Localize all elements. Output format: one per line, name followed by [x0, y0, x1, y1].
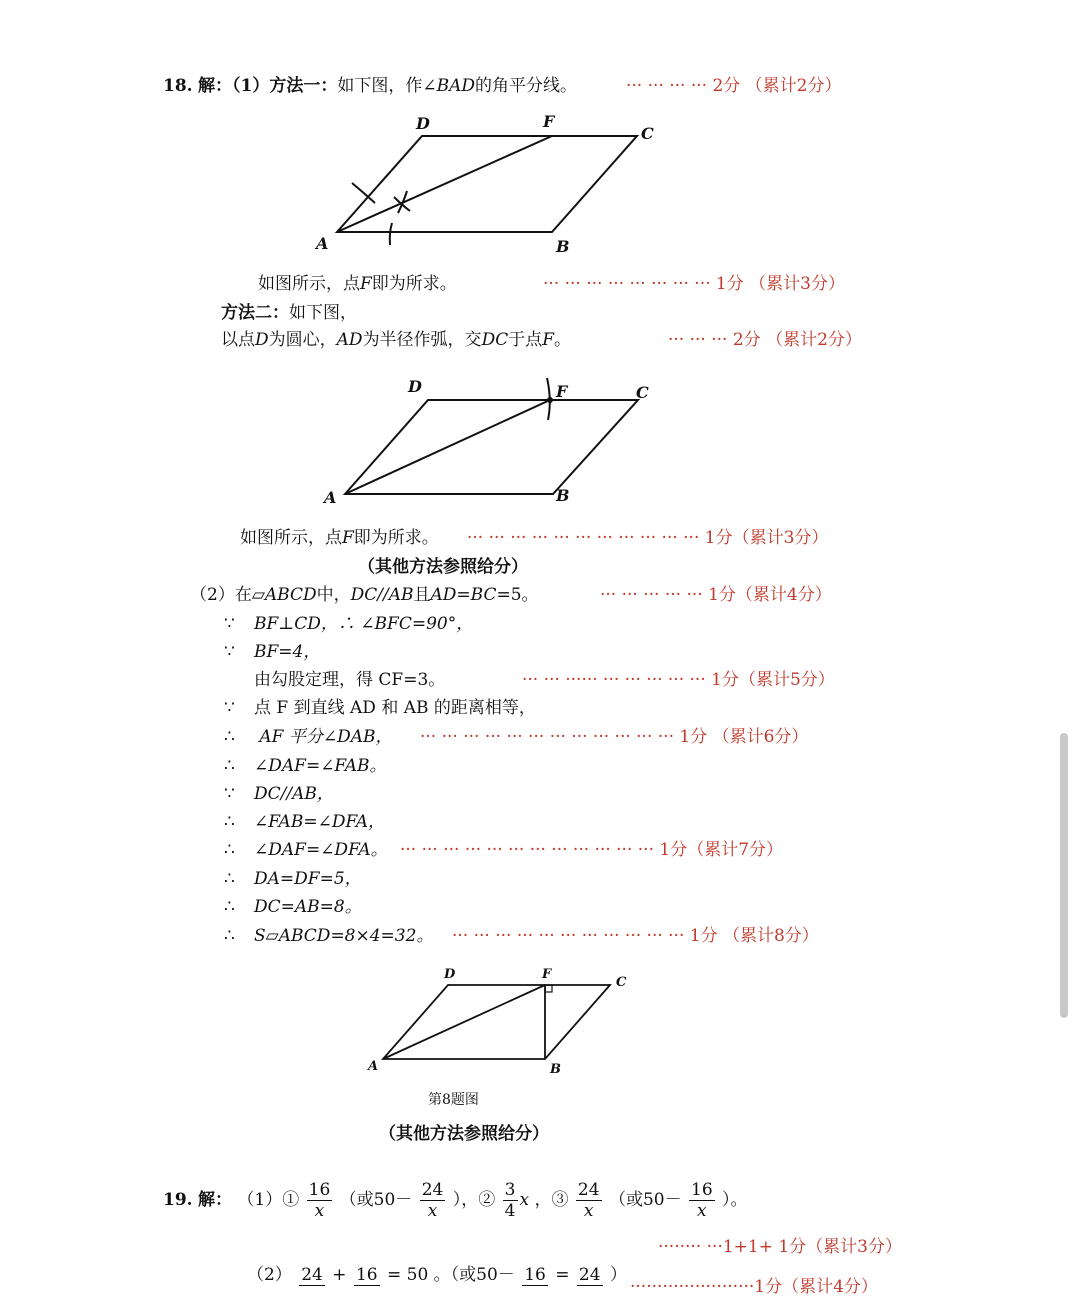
proof-score: ··· ··· ··· ··· ··· ··· ··· ··· ··· ··· ··· ··· 1分 （累计6分）: [420, 727, 809, 747]
vertical-scrollbar[interactable]: [1060, 733, 1068, 1018]
method2-result: 如图所示，点F即为所求。: [240, 528, 439, 548]
fig3-label-b: B: [550, 1062, 561, 1077]
fig3-label-c: C: [616, 975, 627, 990]
method1-result: 如图所示，点F即为所求。: [258, 274, 457, 294]
q18-header-line: [163, 76, 577, 96]
q19-part1-score: ········ ···1+1+ 1分（累计3分）: [658, 1237, 903, 1257]
fig1-label-b: B: [556, 237, 570, 256]
fig2-label-d: D: [408, 377, 422, 396]
fraction-16: 16: [355, 1265, 378, 1285]
part2-score: ··· ··· ··· ··· ··· 1分（累计4分）: [600, 585, 832, 605]
method2-label-line: [221, 303, 357, 323]
proof-line: ∵ BF⊥CD，∴ ∠BFC=90°，: [224, 614, 474, 634]
q19-solution-label: 解：: [197, 1190, 232, 1210]
proof-line: ∴ ∠DAF=∠FAB。: [224, 756, 387, 776]
q19-number: 19.: [163, 1190, 193, 1210]
fraction-16-over-x: $\frac{16}{x}$: [691, 1180, 713, 1221]
q18-solution-label: 解：: [197, 76, 232, 96]
part2-line: （2）在▱ABCD中，DC//AB且AD=BC=5。: [190, 585, 539, 605]
q19-part2-score: ·······················1分（累计4分）: [630, 1277, 878, 1297]
q18-number: 18.: [163, 76, 193, 96]
fig3-label-a: A: [368, 1059, 379, 1074]
right-angle-mark: [545, 985, 552, 992]
segment-af: [383, 985, 545, 1059]
fraction-3-over-4: $\frac{3}{4}$: [504, 1180, 516, 1221]
fraction-24: 24: [578, 1265, 601, 1285]
parallelogram-abcd: [383, 985, 610, 1059]
fraction-24: 24: [301, 1265, 323, 1285]
proof-line: ∴ S▱ABCD=8×4=32。: [224, 926, 434, 946]
method1-result-score: ··· ··· ··· ··· ··· ··· ··· ··· 1分 （累计3分）: [543, 274, 845, 294]
segment-af: [345, 400, 550, 494]
fig2-label-a: A: [324, 488, 337, 507]
fig3-label-d: D: [444, 967, 456, 982]
q19-part2-line: （2） 24 + 16 = 50 。（或50－ 16 = 24 ）: [247, 1265, 627, 1285]
q18-part1-label: （1）: [231, 76, 270, 96]
method1-text: 如下图，作∠BAD的角平分线。: [337, 76, 577, 96]
proof-line: ∵ DC//AB，: [224, 784, 334, 804]
other-methods-note: （其他方法参照给分）: [358, 557, 528, 577]
fig1-label-a: A: [316, 234, 329, 253]
proof-line: ∴ AF 平分∠DAB，: [224, 727, 393, 747]
method1-score: ··· ··· ··· ··· 2分 （累计2分）: [626, 76, 842, 96]
method2-label: 方法二：: [221, 303, 289, 323]
point-f: [547, 397, 553, 403]
proof-line: ∴ ∠DAF=∠DFA。: [224, 840, 388, 860]
method2-step-score: ··· ··· ··· 2分 （累计2分）: [668, 330, 862, 350]
fraction-16: 16: [524, 1265, 546, 1285]
parallelogram-abcd: [337, 136, 637, 232]
proof-line: 由勾股定理，得 CF=3。: [254, 670, 446, 690]
fig3-label-f: F: [542, 967, 552, 982]
proof-line: ∴ DC=AB=8。: [224, 897, 362, 917]
figure-3-parallelogram: [360, 962, 640, 1077]
fraction-16-over-x: $\frac{16}{x}$: [308, 1180, 331, 1221]
fraction-24-over-x: $\frac{24}{x}$: [577, 1180, 600, 1221]
figure-1-parallelogram: [300, 105, 670, 260]
proof-line: ∴ DA=DF=5，: [224, 869, 362, 889]
fraction-24-over-x: $\frac{24}{x}$: [421, 1180, 444, 1221]
method1-label: 方法一：: [269, 76, 338, 96]
method2-intro: 如下图，: [289, 303, 357, 323]
fig1-label-f: F: [543, 112, 555, 131]
proof-score: ··· ··· ······ ··· ··· ··· ··· ··· 1分（累计5分）: [522, 670, 835, 690]
proof-line: ∴ ∠FAB=∠DFA，: [224, 812, 386, 832]
fig2-label-f: F: [556, 382, 568, 401]
method2-step: 以点D为圆心，AD为半径作弧，交DC于点F。: [221, 330, 571, 350]
parallelogram-abcd: [345, 400, 638, 494]
proof-line: ∵ BF=4，: [224, 642, 321, 662]
arc-mark-ab: [390, 223, 392, 245]
method2-result-score: ··· ··· ··· ··· ··· ··· ··· ··· ··· ··· ··· 1分（累计3分）: [467, 528, 829, 548]
proof-line: ∵ 点 F 到直线 AD 和 AB 的距离相等，: [224, 698, 536, 718]
proof-score: ··· ··· ··· ··· ··· ··· ··· ··· ··· ··· ··· 1分 （累计8分）: [452, 926, 819, 946]
q19-part1-line: 19. 解： （1）① $\frac{16}{x}$ （或50－ $\frac{24}{x}$ ），② $\frac{3}{4}$ x ，③ $\frac{24}{x}$ （或50－ $\frac{16}{x}$ ）。: [163, 1180, 748, 1221]
bisector-af: [337, 136, 552, 232]
figure-3-caption: 第8题图: [428, 1092, 479, 1108]
fig2-label-c: C: [636, 383, 649, 402]
fig2-label-b: B: [556, 486, 570, 505]
fig1-label-c: C: [641, 124, 654, 143]
other-methods-note-2: （其他方法参照给分）: [379, 1124, 549, 1144]
proof-score: ··· ··· ··· ··· ··· ··· ··· ··· ··· ··· ··· ··· 1分（累计7分）: [400, 840, 784, 860]
fig1-label-d: D: [416, 114, 430, 133]
figure-2-parallelogram: [310, 370, 670, 515]
